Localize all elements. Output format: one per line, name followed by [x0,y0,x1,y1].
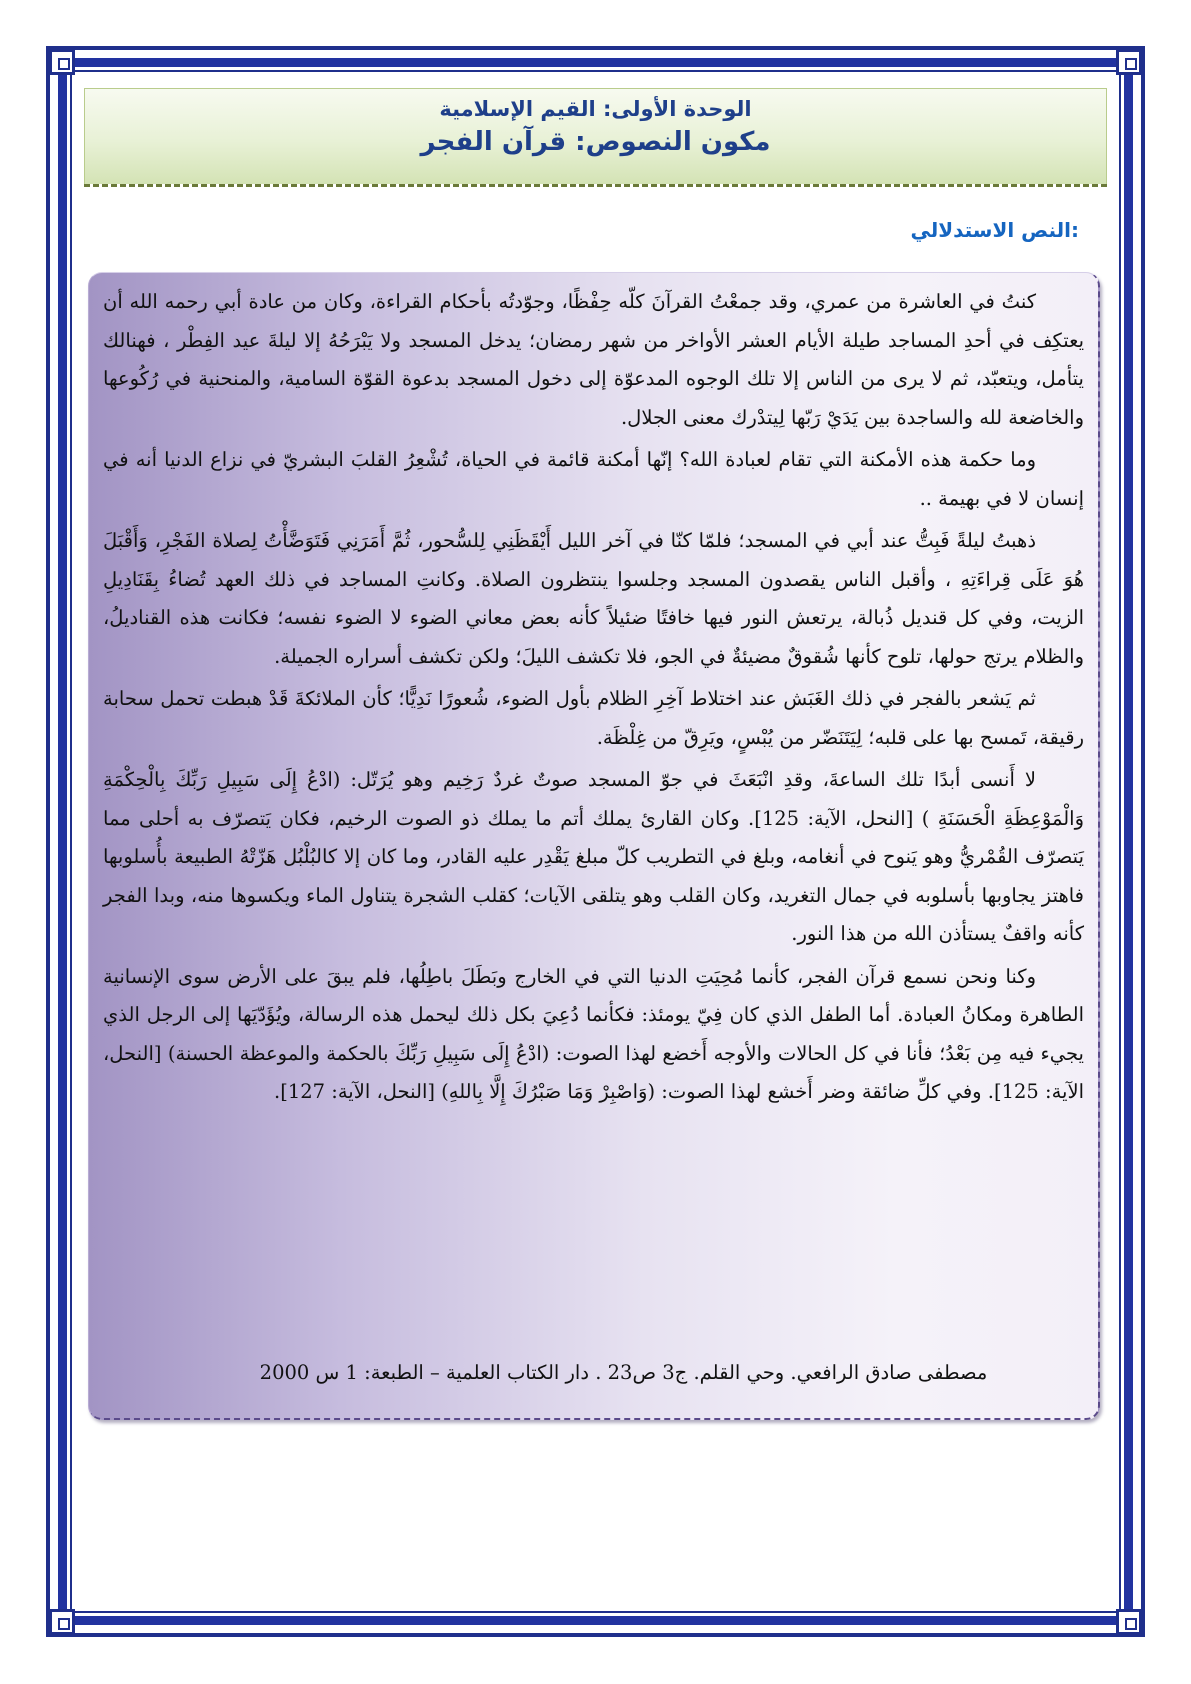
reading-text-box [88,272,1100,1420]
source-citation: مصطفى صادق الرافعي. وحي القلم. ج3 ص23 . دار الكتاب العلمية – الطبعة: 1 س 2000 [259,1361,988,1384]
frame-corner-ornament [49,49,75,75]
frame-corner-ornament [1116,49,1142,75]
paragraph: وكنا ونحن نسمع قرآن الفجر، كأنما مُحِيَتِ الدنيا التي في الخارج وبَطَلَ باطِلُها، فلم يبقَ على الأرض سوى الإنسانية الطاهرة ومكانُ العبادة. أما الطفل الذي كان فِيّ يومئذ: فكأنما دُعِيَ بكل ذلك ليحمل هذه الرسالة، ويُؤَدّيَها إلى الرجل الذي يجيء فيه مِن بَعْدُ؛ فأنا في كل الحالات والأوجه أَخضع لهذا الصوت: (ادْعُ إِلَى سَبِيلِ رَبِّكَ بالحكمة والموعظة الحسنة) [النحل، الآية: 125]. وفي كلِّ ضائقة وضر أَخشع لهذا الصوت: (وَاصْبِرْ وَمَا صَبْرُكَ إِلَّا بِاللهِ) [النحل، الآية: 127]. [103,964,1084,1103]
paragraph: كنتُ في العاشرة من عمري، وقد جمعْتُ القرآنَ كلّه حِفْظًا، وجوّدتُه بأحكام القراءة، وكان من عادة أبي رحمه الله أن يعتكِف في أحدِ المساجد طيلة الأيام العشر الأواخر من شهر رمضان؛ يدخل المسجد ولا يَبْرَحُهُ إلا ليلةَ عيد الفِطْر ، فهنالك يتأمل، ويتعبّد، ثم لا يرى من الناس إلا تلك الوجوه المدعوّة إلى دخول المسجد بدعوة القوّة السامية، والمنحنية في رُكُوعها والخاضعة لله والساجدة بين يَدَيْ رَبّها لِيتدْرك معنى الجلال. [103,290,1084,429]
lesson-title: مكون النصوص: قرآن الفجر [420,127,771,157]
header-divider [84,184,1107,187]
paragraph: وما حكمة هذه الأمكنة التي تقام لعبادة الله؟ إنّها أمكنة قائمة في الحياة، تُشْعِرُ القلبَ البشريّ في نزاع الدنيا أنه في إنسان لا في بهيمة .. [103,448,1084,510]
frame-corner-ornament [49,1609,75,1635]
unit-title: الوحدة الأولى: القيم الإسلامية [439,97,752,121]
reading-text [103,283,1084,1116]
paragraph: ثم يَشعر بالفجر في ذلك الغَبَش عند اختلاط آخِرِ الظلام بأول الضوء، شُعورًا نَدِيًّا؛ كأن الملائكةَ قَدْ هبطت تحمل سحابة رقيقة، تَمسح بها على قلبه؛ لِيَتَنَضّر من يُبْسٍ، ويَرِقّ من غِلْظَة. [103,687,1084,749]
lesson-header [84,88,1107,184]
section-label: النص الاستدلالي: [910,218,1079,242]
paragraph: ذهبتُ ليلةً فَبِتُّ عند أبي في المسجد؛ فلمّا كنّا في آخر الليل أَيْقَظَنِي لِلسُّحور، ثُمَّ أَمَرَنِي فَتَوَضَّأْتُ لِصلاة الفَجْرِ، وَأَقْبَلَ هُوَ عَلَى قِراءَتِهِ ، وأقبل الناس يقصدون المسجد وجلسوا ينتظرون الصلاة. وكانتِ المساجد في ذلك العهد تُضاءُ بِقَنَادِيلِ الزيت، وفي كل قنديل ذُبالة، يرتعش النور فيها خافتًا ضئيلاً كأنه بعض معاني الضوء لا الضوء نفسه؛ فكانت هذه القناديلُ، والظلام يرتج حولها، تلوح كأنها شُقوقٌ مضيئةٌ في الجو، فلا تكشف الليلَ؛ ولكن تكشف أسراره الجميلة. [103,529,1084,668]
frame-corner-ornament [1116,1609,1142,1635]
paragraph: لا أَنسى أبدًا تلك الساعةَ، وقدِ انْبَعَثَ في جوّ المسجد صوتٌ غردٌ رَخِيم وهو يُرَتّل: (ادْعُ إِلَى سَبِيلِ رَبِّكَ بِالْحِكْمَةِ وَالْمَوْعِظَةِ الْحَسَنَةِ ) [النحل، الآية: 125]. وكان القارئ يملك أتم ما يملك ذو الصوت الرخيم، فكان يَتصرّف به أحلى مما يَتصرّف القُمْريُّ وهو يَنوح في أنغامه، وبلغ في التطريب كلّ مبلغ يَقْدِر عليه القادر، وما كان إلا كالبُلْبُل هَزّتْهُ الطبيعة بأُسلوبها فاهتز يجاوبها بأسلوبه في جمال التغريد، وكان القلب وهو يتلقى الآيات؛ كقلب الشجرة يتناول الماء ويكسوها منه، وبدا الفجر كأنه واقفٌ يستأذن الله من هذا النور. [103,768,1084,945]
